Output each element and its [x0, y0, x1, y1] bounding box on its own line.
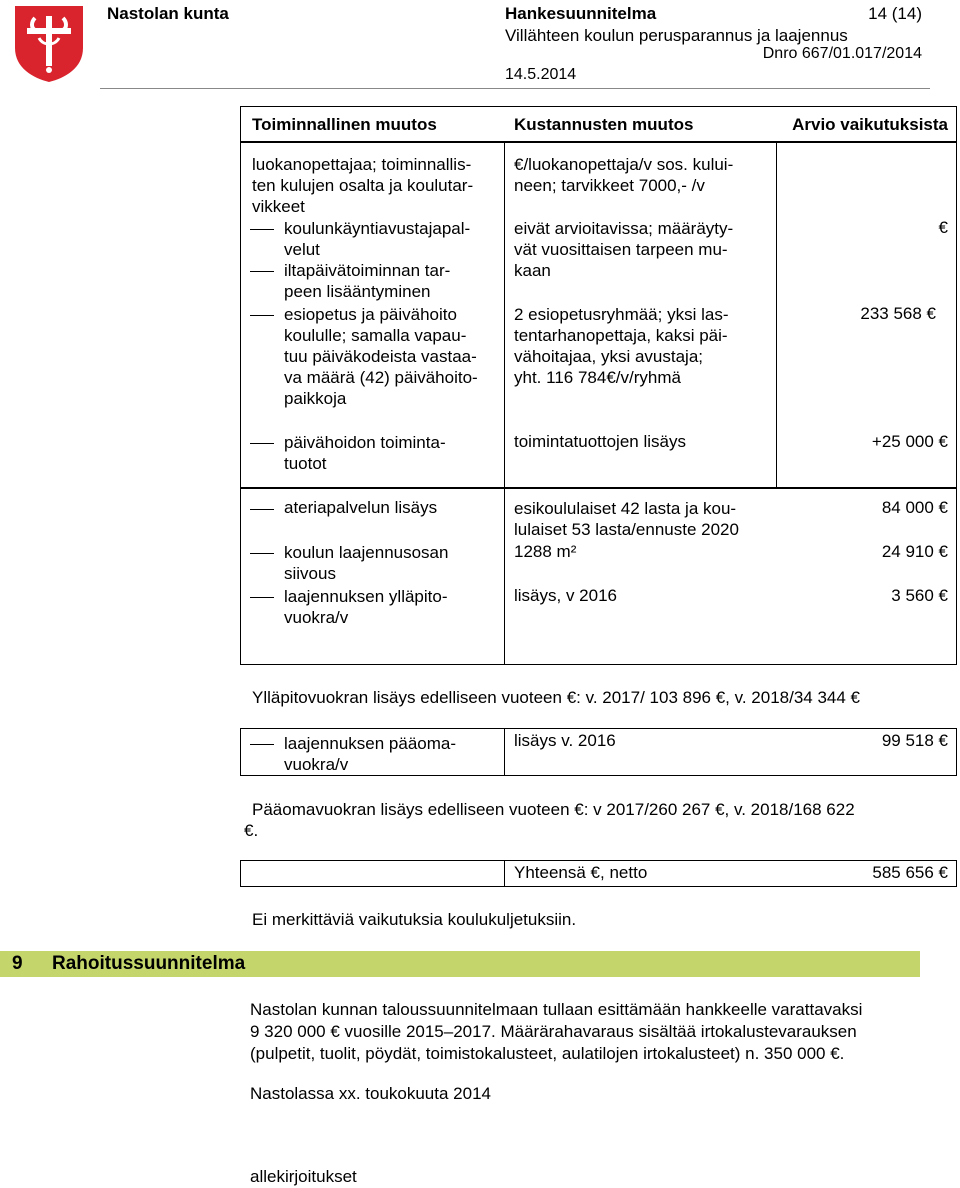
value-toimintatuotot: +25 000 €: [871, 432, 948, 451]
note-paaomavuokra: Pääomavuokran lisäys edelliseen vuoteen €: v 2017/260 267 €, v. 2018/168 622 €.: [244, 800, 855, 840]
header-date: 14.5.2014: [505, 66, 577, 83]
mid-intro: €/luokanopettaja/v sos. kului- neen; tarvikkeet 7000,- /v: [514, 155, 734, 195]
value-paaomavuokra: 99 518 €: [881, 731, 948, 750]
note-yllapitovuokra: Ylläpitovuokran lisäys edelliseen vuoteen €: v. 2017/ 103 896 €, v. 2018/34 344 €: [252, 688, 861, 707]
bullet-dash: [250, 315, 274, 316]
mid-esikoululaiset: esikoululaiset 42 lasta ja kou- lulaiset 53 lasta/ennuste 2020: [514, 499, 739, 539]
header-ref: Dnro 667/01.017/2014: [762, 45, 922, 62]
header-page: 14 (14): [868, 4, 922, 23]
value-yllapitovuokra: 3 560 €: [891, 586, 948, 605]
header-rule: [100, 88, 930, 89]
item-iltapaiva: iltapäivätoiminnan tar- peen lisääntyminen: [284, 261, 451, 301]
section-title: Rahoitussuunnitelma: [52, 953, 246, 974]
bullet-dash: [250, 271, 274, 272]
value-ateriapalvelu: 84 000 €: [881, 498, 948, 517]
item-yllapitovuokra: laajennuksen ylläpito- vuokra/v: [284, 587, 448, 627]
header-doc-type: Hankesuunnitelma: [505, 4, 657, 23]
col2-header: Kustannusten muutos: [514, 115, 694, 134]
item-koulunkaynti: koulunkäyntiavustajapal- velut: [284, 219, 471, 259]
col-divider-4: [504, 860, 505, 887]
left-intro: luokanopettajaa; toiminnallis- ten kulujen osalta ja koulutar- vikkeet: [252, 155, 474, 216]
mid-lisays-v2016: lisäys v. 2016: [514, 731, 616, 750]
col-divider-1a: [504, 142, 505, 488]
mid-lisays-2016: lisäys, v 2016: [514, 586, 617, 605]
total-label: Yhteensä €, netto: [514, 863, 648, 882]
col-divider-2: [504, 488, 505, 665]
mid-m2: 1288 m²: [514, 542, 577, 561]
place-date: Nastolassa xx. toukokuuta 2014: [250, 1084, 491, 1103]
value-siivous: 24 910 €: [881, 542, 948, 561]
total-value: 585 656 €: [872, 863, 948, 882]
value-esiopetus: 233 568 €: [860, 304, 936, 323]
col3-header: Arvio vaikutuksista: [792, 115, 948, 134]
item-ateriapalvelu: ateriapalvelun lisäys: [284, 498, 438, 517]
mid-arvioitavissa: eivät arvioitavissa; määräyty- vät vuosittaisen tarpeen mu- kaan: [514, 219, 734, 280]
bullet-dash: [250, 553, 274, 554]
col1-header: Toiminnallinen muutos: [252, 115, 437, 134]
coat-of-arms-icon: [13, 4, 85, 84]
financing-paragraph: Nastolan kunnan taloussuunnitelmaan tullaan esittämään hankkeelle varattavaksi 9 320 000 € vuosille 2015–2017. Määrärahavaraus sisältää irtokalustevarauksen (pulpetit, tuolit, pöydät, toimistokalusteet, aulatilojen irtokalusteet) n. 350 000 €.: [250, 1000, 863, 1063]
signature-label: allekirjoitukset: [250, 1167, 357, 1186]
mid-esiopetusryhmat: 2 esiopetusryhmää; yksi las- tentarhanopettaja, kaksi päi- vähoitajaa, yksi avustaja; yht. 116 784€/v/ryhmä: [514, 305, 729, 387]
item-esiopetus: esiopetus ja päivähoito koululle; samalla vapau- tuu päiväkodeista vastaa- va määrä (42) päivähoito- paikkoja: [284, 305, 478, 408]
bullet-dash: [250, 744, 274, 745]
bullet-dash: [250, 597, 274, 598]
item-siivous: koulun laajennusosan siivous: [284, 543, 449, 583]
bullet-dash: [250, 443, 274, 444]
section-number: 9: [12, 953, 23, 974]
note-koulukuljetukset: Ei merkittäviä vaikutuksia koulukuljetuksiin.: [252, 910, 577, 929]
bullet-dash: [250, 509, 274, 510]
header-org: Nastolan kunta: [107, 4, 229, 23]
mid-toimintatuotot: toimintatuottojen lisäys: [514, 432, 686, 451]
header-subtitle: Villähteen koulun perusparannus ja laajennus: [505, 26, 848, 45]
bullet-dash: [250, 229, 274, 230]
value-euro: €: [938, 218, 948, 237]
item-paaomavuokra: laajennuksen pääoma- vuokra/v: [284, 734, 457, 774]
col-divider-1b: [776, 142, 777, 488]
col-divider-3: [504, 728, 505, 776]
item-paivahoito-tuotot: päivähoidon toiminta- tuotot: [284, 433, 446, 473]
